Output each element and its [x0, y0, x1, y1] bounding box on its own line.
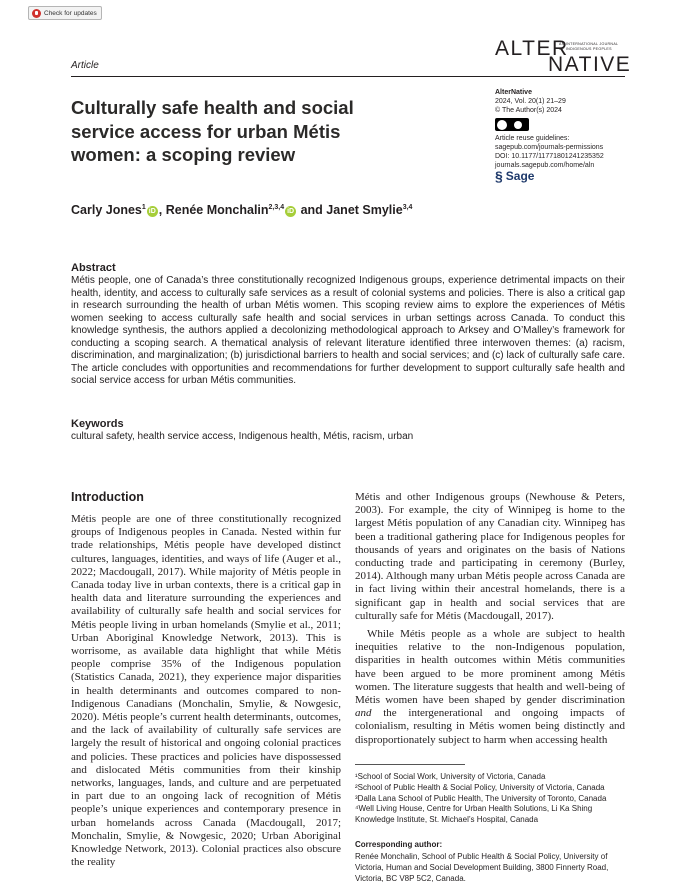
- author-separator: and: [297, 203, 327, 217]
- affiliation-rule: [355, 764, 465, 765]
- journal-logo: [495, 37, 632, 76]
- author-list: [71, 203, 412, 217]
- check-for-updates-label: Check for updates: [44, 10, 97, 17]
- article-type: Article: [71, 60, 99, 71]
- intro-right-paragraph-2: [355, 628, 625, 747]
- check-for-updates-button[interactable]: [28, 6, 102, 20]
- copyright: © The Author(s) 2024: [495, 107, 562, 114]
- reuse-guidelines: Article reuse guidelines:: [495, 135, 570, 142]
- intro-left-column: [71, 513, 341, 880]
- journal-name: AlterNative: [495, 89, 532, 96]
- publisher-name: Sage: [505, 169, 535, 183]
- introduction-heading: Introduction: [71, 490, 144, 504]
- keywords-list: cultural safety, health service access, Indigenous health, Métis, racism, urban: [71, 431, 414, 442]
- intro-emphasis: and: [355, 707, 372, 720]
- orcid-icon[interactable]: iD: [148, 208, 156, 215]
- intro-text: While Métis people as a whole are subject to health inequities relative to the non-Indigenous population, disparities in health outcomes within Métis communities have been argued to be more prominent among Métis women. The literature suggests that health and well-being of Métis women have been shaped by gender discrimination: [355, 628, 625, 707]
- author-affiliation: 2,3,4: [268, 203, 285, 211]
- affiliation-item: ²School of Public Health & Social Policy, University of Victoria, Canada: [355, 782, 605, 792]
- corresponding-heading: Corresponding author:: [355, 840, 443, 849]
- intro-paragraph: Métis and other Indigenous groups (Newhouse & Peters, 2003). For example, the city of Winnipeg is home to the largest Métis population of any Canadian city. Winnipeg has been a traditional gathering place for Indigenous peoples for thousands of years and originates on the basis of Nations conducting trade and participating in ceremony (Burley, 2014). Although many urban Métis people across Canada are in fact living within their ancestral homelands, there is a significant gap in health and social services that are culturally safe for Métis (Macdougall, 2017).: [355, 491, 625, 622]
- keywords-heading: Keywords: [71, 418, 124, 430]
- author-name: Carly Jones: [71, 203, 142, 217]
- author-name: Janet Smylie: [326, 203, 403, 217]
- permissions-link[interactable]: sagepub.com/journals-permissions: [495, 144, 604, 151]
- header-rule: [71, 76, 625, 77]
- orcid-icon[interactable]: iD: [287, 208, 295, 215]
- author-separator: ,: [158, 203, 166, 217]
- creative-commons-icon[interactable]: [495, 118, 529, 131]
- affiliations: [355, 772, 630, 826]
- volume-info: 2024, Vol. 20(1) 21–29: [495, 98, 566, 105]
- journal-home-link[interactable]: journals.sagepub.com/home/aln: [495, 162, 595, 169]
- abstract-heading: Abstract: [71, 262, 116, 274]
- logo-tagline: AN INTERNATIONAL JOURNAL OF INDIGENOUS PEOPLES: [559, 42, 619, 51]
- article-title: Culturally safe health and social service access for urban Métis women: a scoping review: [71, 97, 354, 165]
- crossmark-icon: [32, 9, 41, 18]
- intro-paragraph: Métis people are one of three constitutionally recognized groups of Indigenous peoples in Canada. Nested within fur trade relationships, Métis people have developed distinct cultures, languages, identities, and ways of life (Auger et al., 2022; Macdougall, 2017). While majority of Métis people in Canada today live in urban contexts, there is a critical gap in health data and literature surrounding the experiences and availability of culturally safe health and social services for Métis people living in urban homelands (Smylie et al., 2011; Urban Aboriginal Knowledge Network, 2013). This is worrisome, as available data highlight that while Métis people comprise 35% of the Indigenous population (Statistics Canada, 2021), they experience major disparities in health determinants and outcomes compared to non-Indigenous Canadians (Monchalin, Smylie, & Nowgesic, 2020). Métis people’s current health determinants, outcomes, and the lack of availability of culturally safe services are largely the result of historical and ongoing colonial practices and policies. These practices and policies have dispossessed and dislocated Métis communities from their kinship networks, languages, lands, and culture and are perpetuated in part due to an ongoing lack of recognition of Métis people’s unique experiences and contemporary presence in urban homelands across Canada (Macdougall, 2017; Monchalin, Smylie, & Nowgesic, 2020; Urban Aboriginal Knowledge Network, 2013). Colonial practices also obscure the reality: [71, 513, 341, 869]
- author-name: Renée Monchalin: [165, 203, 269, 217]
- author-affiliation: 1: [141, 203, 146, 211]
- intro-text: the intergenerational and ongoing impacts of colonialism, resulting in Métis women being distinctly and disproportionately subject to harm when accessing health: [355, 707, 625, 746]
- logo-alter: ALTER: [495, 37, 569, 60]
- article-meta: [495, 88, 635, 184]
- affiliation-item: ¹School of Social Work, University of Victoria, Canada: [355, 772, 546, 781]
- intro-right-paragraph-1: [355, 491, 625, 623]
- doi[interactable]: DOI: 10.1177/11771801241235352: [495, 153, 604, 160]
- logo-native: NATIVE: [548, 53, 632, 76]
- author-affiliation: 3,4: [402, 203, 413, 211]
- affiliation-item: ³Dalla Lana School of Public Health, The University of Toronto, Canada: [355, 793, 607, 803]
- affiliation-item: ⁴Well Living House, Centre for Urban Health Solutions, Li Ka Shing Knowledge Institute, St. Michael’s Hospital, Canada: [355, 804, 593, 825]
- publisher-logo: [495, 168, 635, 184]
- abstract-text: Métis people, one of Canada’s three constitutionally recognized Indigenous groups, experience detrimental impacts on their health, identity, and access to culturally safe services as a result of colonial systems and policies. There is also a critical gap in research surrounding the health of urban Métis women. This scoping review aims to explore the experiences of Métis women seeking to access culturally safe health and social services in urban settings across Canada. To conduct this knowledge synthesis, the authors applied a decolonizing methodological approach to Arksey and O’Malley’s framework for conducting a scoping search. A thematical analysis of relevant literature identified three interwoven themes: (a) racism, discrimination, and marginalization; (b) jurisdictional barriers to health and social services; and (c) lack of culturally safe care. The article concludes with opportunities and recommendations for further development to support culturally safe health and social service access for urban Métis communities.: [71, 275, 625, 387]
- sage-s-icon: §: [495, 168, 503, 184]
- corresponding-author: Renée Monchalin, School of Public Health & Social Policy, University of Victoria, Human and Social Development Building, 3800 Finnerty Road, Victoria, BC V8P 5C2, Canada.: [355, 852, 609, 883]
